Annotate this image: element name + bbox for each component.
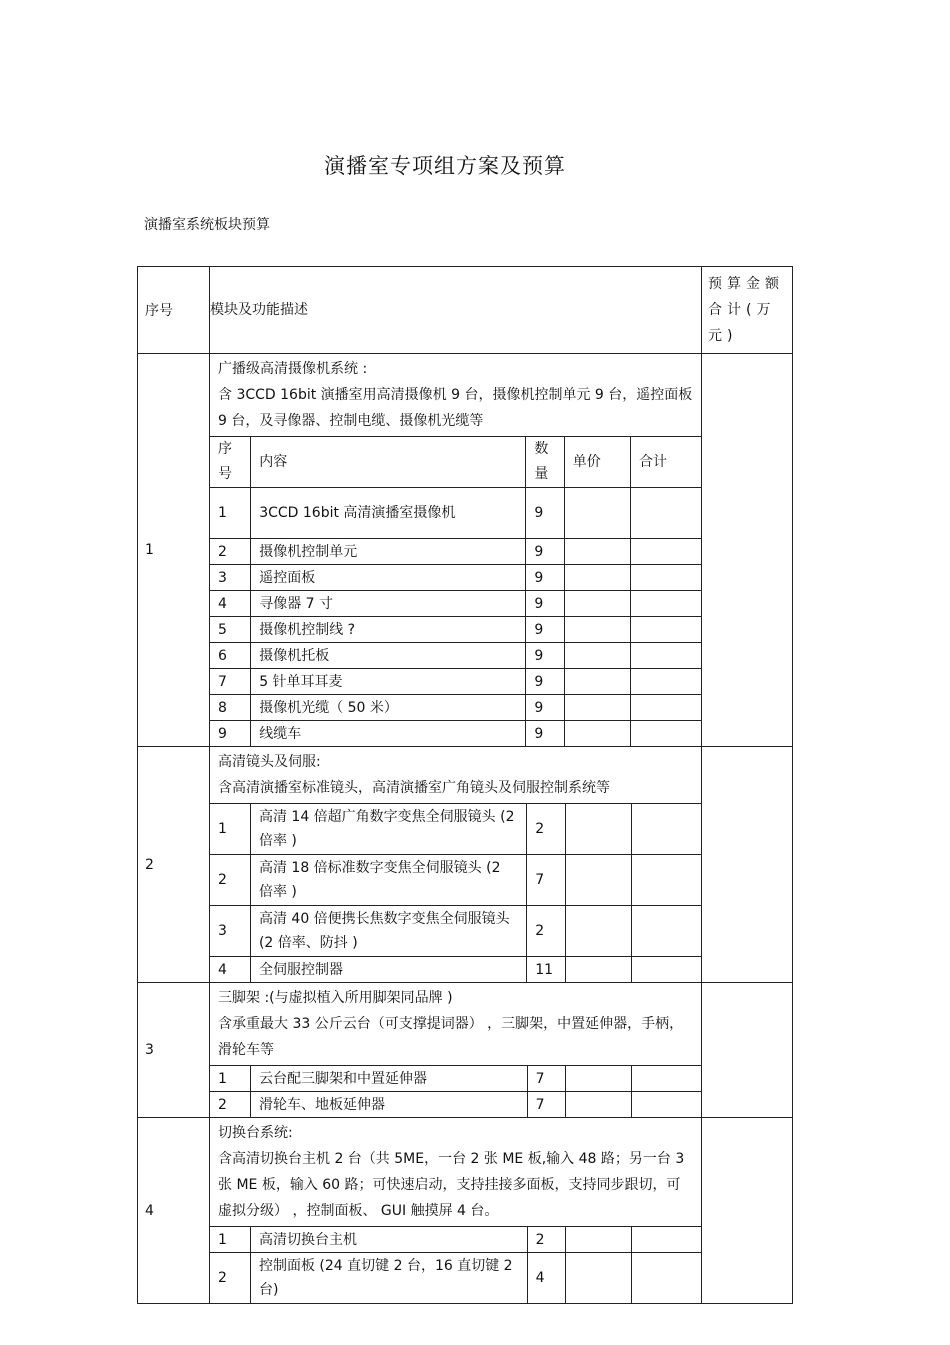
item-content: 摄像机托板: [251, 643, 526, 669]
item-row: [210, 1227, 701, 1253]
item-unit-price: [564, 695, 630, 721]
item-total: [631, 565, 701, 591]
item-no: 1: [210, 804, 250, 855]
table-header-row: [138, 267, 793, 354]
item-unit-price: [564, 721, 630, 747]
section-row: [138, 354, 793, 747]
section-heading: 三脚架 :(与虚拟植入所用脚架同品牌 ): [218, 990, 453, 1006]
item-qty: 9: [526, 643, 564, 669]
item-row: [210, 1066, 701, 1092]
item-content: 控制面板 (24 直切键 2 台，16 直切键 2 台): [250, 1253, 527, 1304]
item-table: [210, 1226, 701, 1303]
section-index: 1: [138, 354, 210, 747]
section-amount: [702, 747, 793, 983]
item-content: 高清 18 倍标准数字变焦全伺服镜头 (2 倍率 ): [250, 855, 526, 906]
item-total: [631, 721, 701, 747]
item-row: [210, 855, 701, 906]
item-content: 摄像机控制线 ?: [251, 617, 526, 643]
item-row: [210, 695, 701, 721]
item-unit-price: [565, 1092, 631, 1118]
item-row: [210, 617, 701, 643]
item-no: 1: [210, 488, 251, 539]
item-no: 4: [210, 957, 250, 983]
header-index: 序号: [138, 267, 210, 354]
item-content: 5 针单耳耳麦: [251, 669, 526, 695]
section-description: [210, 983, 701, 1065]
section-heading: 广播级高清摄像机系统 :: [218, 361, 368, 377]
header-module: 模块及功能描述: [210, 267, 702, 354]
item-no: 8: [210, 695, 251, 721]
item-qty: 7: [527, 1066, 565, 1092]
item-row: [210, 721, 701, 747]
section-description: [210, 747, 701, 803]
item-total: [631, 1066, 701, 1092]
item-no: 6: [210, 643, 251, 669]
section-row: [138, 983, 793, 1118]
item-no: 2: [210, 1253, 250, 1304]
section-row: [138, 1118, 793, 1304]
item-qty: 11: [527, 957, 566, 983]
item-total: [631, 804, 701, 855]
item-header-qty: 数量: [526, 437, 564, 488]
section-index: 2: [138, 747, 210, 983]
item-no: 7: [210, 669, 251, 695]
item-qty: 7: [527, 855, 566, 906]
item-unit-price: [564, 643, 630, 669]
item-qty: 2: [527, 804, 566, 855]
item-qty: 4: [527, 1253, 565, 1304]
item-total: [631, 591, 701, 617]
item-row: [210, 565, 701, 591]
item-header-unit-price: 单价: [564, 437, 630, 488]
item-row: [210, 488, 701, 539]
item-table: [210, 1065, 701, 1117]
section-subtitle: 演播室系统板块预算: [144, 217, 270, 233]
item-qty: 9: [526, 539, 564, 565]
section-content: [210, 354, 702, 747]
item-content: 遥控面板: [251, 565, 526, 591]
item-header-content: 内容: [251, 437, 526, 488]
item-no: 9: [210, 721, 251, 747]
item-no: 2: [210, 1092, 250, 1118]
page-title: 演播室专项组方案及预算: [324, 154, 566, 178]
item-header-row: [210, 437, 701, 488]
section-content: [210, 1118, 702, 1304]
item-no: 2: [210, 539, 251, 565]
item-row: [210, 643, 701, 669]
item-total: [631, 1253, 701, 1304]
item-content: 全伺服控制器: [250, 957, 526, 983]
item-content: 滑轮车、地板延伸器: [250, 1092, 527, 1118]
item-unit-price: [565, 1066, 631, 1092]
section-amount: [702, 1118, 793, 1304]
item-qty: 9: [526, 591, 564, 617]
item-total: [631, 1227, 701, 1253]
item-row: [210, 1092, 701, 1118]
item-total: [631, 488, 701, 539]
budget-table: [137, 266, 793, 1304]
item-content: 3CCD 16bit 高清演播室摄像机: [251, 488, 526, 539]
item-row: [210, 591, 701, 617]
item-total: [631, 855, 701, 906]
item-content: 摄像机控制单元: [251, 539, 526, 565]
item-qty: 9: [526, 488, 564, 539]
item-content: 高清 14 倍超广角数字变焦全伺服镜头 (2 倍率 ): [250, 804, 526, 855]
item-no: 1: [210, 1227, 250, 1253]
item-unit-price: [564, 669, 630, 695]
section-amount: [702, 354, 793, 747]
section-detail: 含承重最大 33 公斤云台（可支撑提词器） ，三脚架，中置延伸器，手柄，滑轮车等: [218, 1016, 684, 1058]
item-row: [210, 957, 701, 983]
item-total: [631, 957, 701, 983]
item-no: 1: [210, 1066, 250, 1092]
item-row: [210, 906, 701, 957]
section-heading: 切换台系统:: [218, 1125, 293, 1141]
section-detail: 含高清切换台主机 2 台（共 5ME，一台 2 张 ME 板,输入 48 路；另一台 3 张 ME 板，输入 60 路；可快速启动，支持挂接多面板，支持同步跟切，可虚拟分级） ，控制面板、 GUI 触摸屏 4 台。: [218, 1151, 685, 1219]
section-description: [210, 1118, 701, 1226]
item-unit-price: [564, 617, 630, 643]
item-content: 寻像器 7 寸: [251, 591, 526, 617]
section-index: 3: [138, 983, 210, 1118]
item-qty: 7: [527, 1092, 565, 1118]
item-qty: 9: [526, 721, 564, 747]
item-unit-price: [565, 957, 631, 983]
item-total: [631, 669, 701, 695]
item-row: [210, 1253, 701, 1304]
item-table: [210, 436, 701, 746]
item-qty: 2: [527, 906, 566, 957]
section-content: [210, 747, 702, 983]
item-total: [631, 906, 701, 957]
section-amount: [702, 983, 793, 1118]
item-unit-price: [564, 488, 630, 539]
item-unit-price: [565, 855, 631, 906]
item-content: 高清 40 倍便携长焦数字变焦全伺服镜头(2 倍率、防抖 ): [250, 906, 526, 957]
item-no: 5: [210, 617, 251, 643]
section-row: [138, 747, 793, 983]
item-qty: 9: [526, 617, 564, 643]
item-header-total: 合计: [631, 437, 701, 488]
item-qty: 9: [526, 565, 564, 591]
item-unit-price: [564, 539, 630, 565]
item-total: [631, 695, 701, 721]
item-unit-price: [565, 1227, 631, 1253]
item-total: [631, 617, 701, 643]
item-qty: 9: [526, 669, 564, 695]
item-total: [631, 539, 701, 565]
item-no: 3: [210, 906, 250, 957]
item-qty: 2: [527, 1227, 565, 1253]
header-amount: 预算金额合计(万元): [702, 267, 793, 354]
item-no: 3: [210, 565, 251, 591]
item-row: [210, 539, 701, 565]
item-content: 云台配三脚架和中置延伸器: [250, 1066, 527, 1092]
item-total: [631, 1092, 701, 1118]
item-content: 摄像机光缆（ 50 米）: [251, 695, 526, 721]
item-row: [210, 804, 701, 855]
item-total: [631, 643, 701, 669]
item-content: 高清切换台主机: [250, 1227, 527, 1253]
section-detail: 含 3CCD 16bit 演播室用高清摄像机 9 台，摄像机控制单元 9 台，遥控面板 9 台，及寻像器、控制电缆、摄像机光缆等: [218, 387, 693, 429]
section-content: [210, 983, 702, 1118]
item-row: [210, 669, 701, 695]
item-qty: 9: [526, 695, 564, 721]
item-unit-price: [564, 591, 630, 617]
section-index: 4: [138, 1118, 210, 1304]
section-detail: 含高清演播室标准镜头，高清演播室广角镜头及伺服控制系统等: [218, 780, 610, 796]
item-unit-price: [565, 906, 631, 957]
item-table: [210, 803, 701, 982]
item-unit-price: [565, 1253, 631, 1304]
item-no: 4: [210, 591, 251, 617]
item-no: 2: [210, 855, 250, 906]
item-unit-price: [564, 565, 630, 591]
item-header-index: 序号: [210, 437, 251, 488]
section-heading: 高清镜头及伺服:: [218, 754, 321, 770]
item-unit-price: [565, 804, 631, 855]
item-content: 线缆车: [251, 721, 526, 747]
section-description: [210, 354, 701, 436]
